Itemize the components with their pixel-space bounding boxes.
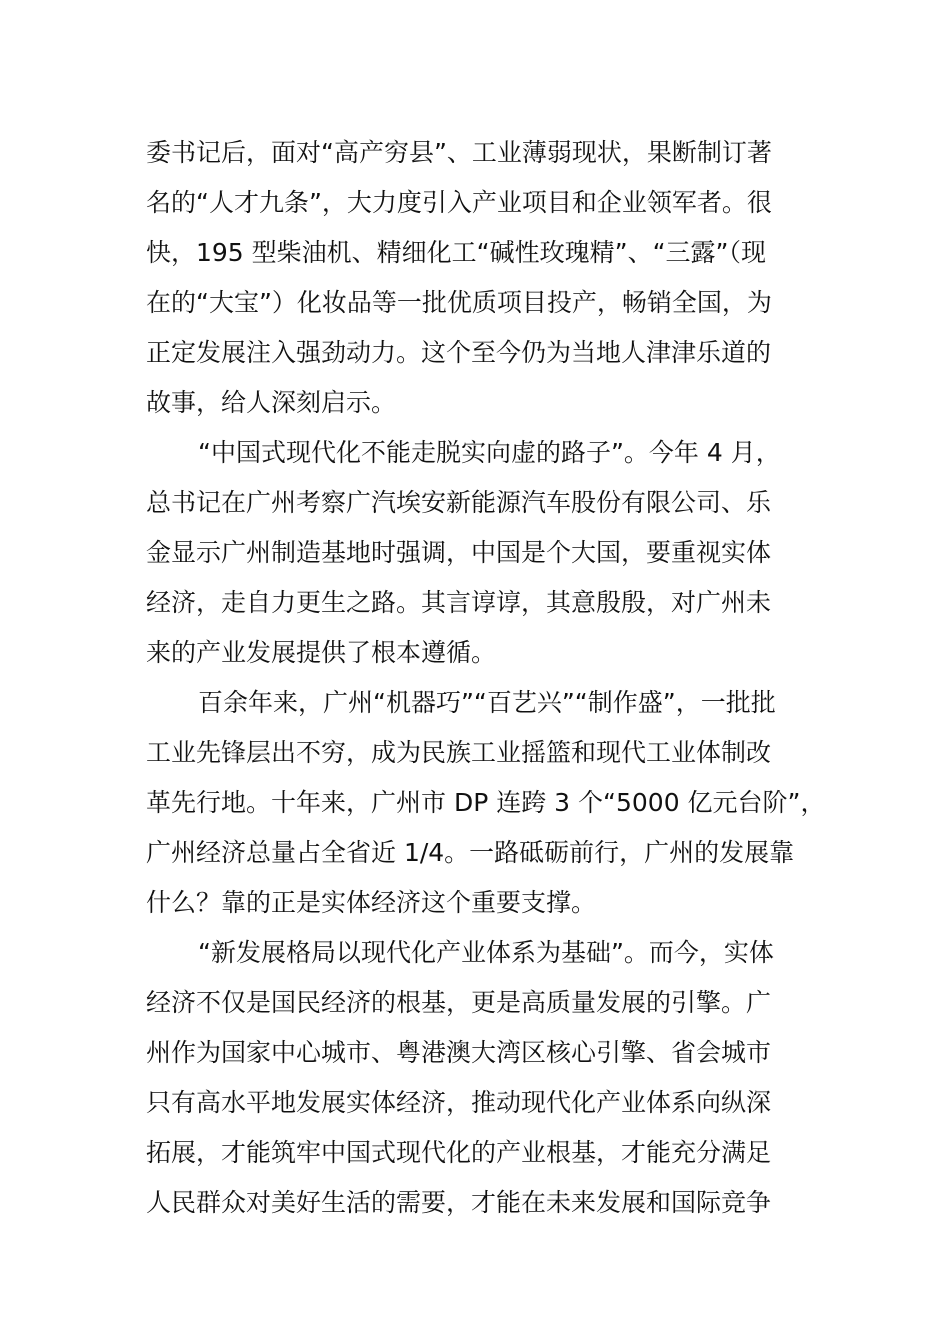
- text-line: 州作为国家中心城市、粤港澳大湾区核心引擎、省会城市: [146, 1038, 772, 1067]
- text-line: “新发展格局以现代化产业体系为基础”。而今，实体: [198, 938, 774, 967]
- text-line: 经济不仅是国民经济的根基，更是高质量发展的引擎。广: [146, 988, 772, 1017]
- article-body: [146, 128, 826, 1228]
- text-line: 来的产业发展提供了根本遵循。: [146, 638, 497, 667]
- text-line: 拓展，才能筑牢中国式现代化的产业根基，才能充分满足: [146, 1138, 772, 1167]
- text-line: 委书记后，面对“高产穷县”、工业薄弱现状，果断制订著: [146, 138, 772, 167]
- text-line: 广州经济总量占全省近 1/4。一路砥砺前行，广州的发展靠: [146, 838, 795, 867]
- paragraph-2: [146, 428, 816, 678]
- text-line: 在的“大宝”）化妆品等一批优质项目投产，畅销全国，为: [146, 288, 772, 317]
- text-line: 故事，给人深刻启示。: [146, 388, 397, 417]
- paragraph-3: [146, 678, 826, 928]
- text-line: 总书记在广州考察广汽埃安新能源汽车股份有限公司、乐: [146, 488, 772, 517]
- text-line: 只有高水平地发展实体经济，推动现代化产业体系向纵深: [146, 1088, 772, 1117]
- text-line: 快，195 型柴油机、精细化工“碱性玫瑰精”、“三露”（现: [146, 238, 766, 267]
- text-line: 什么？靠的正是实体经济这个重要支撑。: [146, 888, 597, 917]
- text-line: 百余年来，广州“机器巧”“百艺兴”“制作盛”，一批批: [198, 688, 776, 717]
- text-line: 经济，走自力更生之路。其言谆谆，其意殷殷，对广州未: [146, 588, 772, 617]
- text-line: 革先行地。十年来，广州市 DP 连跨 3 个“5000 亿元台阶”，: [146, 788, 826, 817]
- text-line: “中国式现代化不能走脱实向虚的路子”。今年 4 月，: [198, 438, 781, 467]
- text-line: 名的“人才九条”，大力度引入产业项目和企业领军者。很: [146, 188, 772, 217]
- text-line: 金显示广州制造基地时强调，中国是个大国，要重视实体: [146, 538, 772, 567]
- paragraph-4: [146, 928, 816, 1228]
- text-line: 人民群众对美好生活的需要，才能在未来发展和国际竞争: [146, 1188, 772, 1217]
- paragraph-1: [146, 128, 816, 428]
- text-line: 正定发展注入强劲动力。这个至今仍为当地人津津乐道的: [146, 338, 772, 367]
- text-line: 工业先锋层出不穷，成为民族工业摇篮和现代工业体制改: [146, 738, 772, 767]
